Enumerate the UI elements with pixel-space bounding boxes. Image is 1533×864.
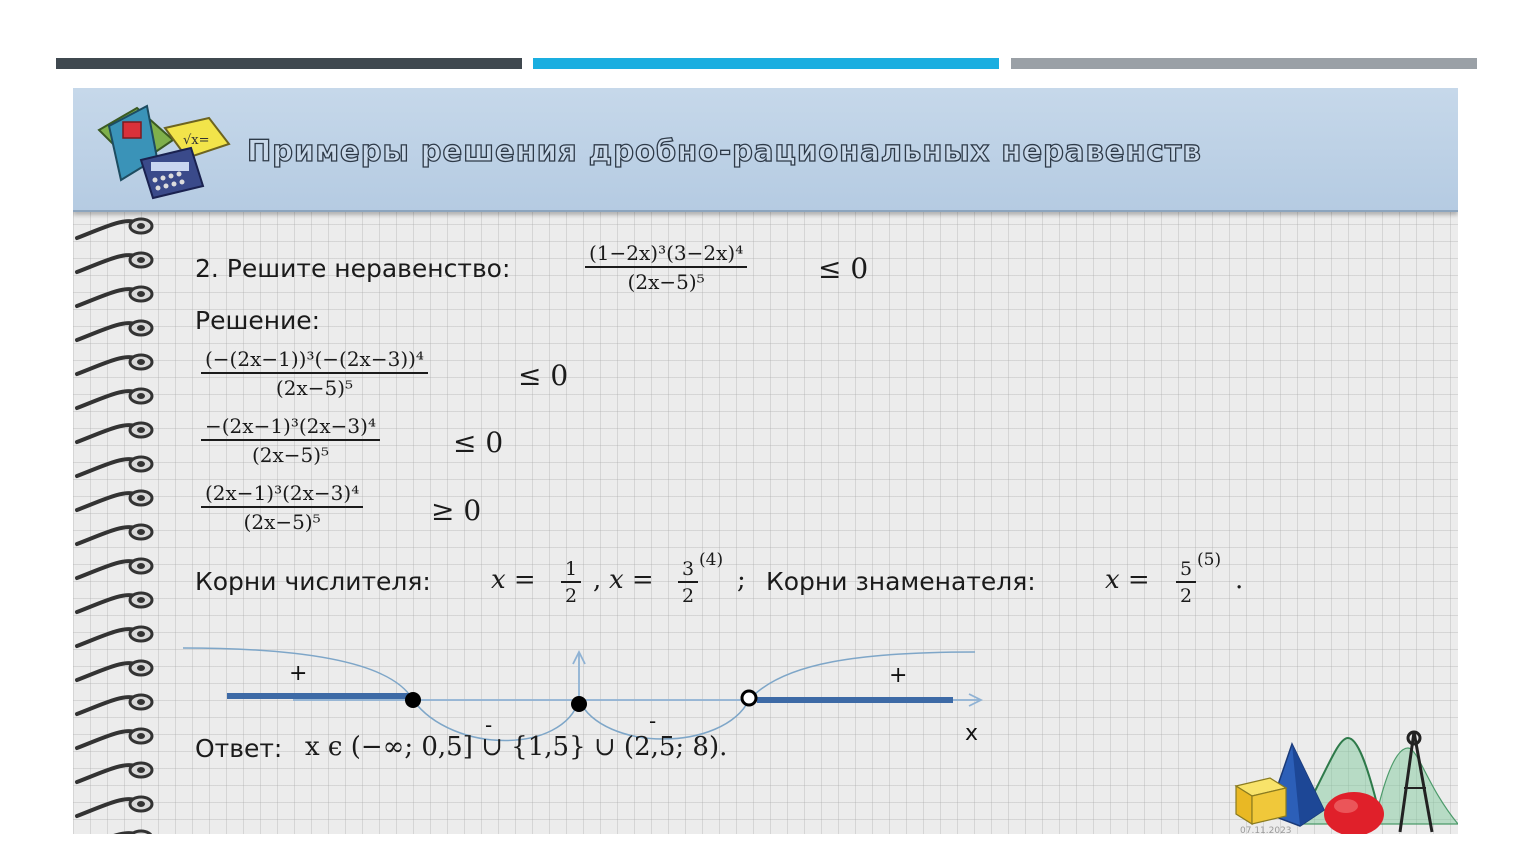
spiral-ring [77, 525, 152, 544]
step-1-denominator: (2x−5)⁵ [275, 376, 354, 400]
roots-separator: , [593, 565, 602, 595]
step-2-relation: ≤ 0 [453, 426, 504, 459]
roots-dot: . [1235, 565, 1244, 595]
roots-semicolon: ; [737, 565, 746, 595]
root-2-x: x = [609, 565, 654, 595]
step-3-denominator: (2x−5)⁵ [243, 510, 321, 534]
solution-label: Решение: [195, 306, 321, 335]
root-2-fraction [678, 558, 698, 607]
spiral-ring [77, 253, 152, 272]
step-3-numerator: (2x−1)³(2x−3)⁴ [201, 481, 363, 508]
step-3-fraction [201, 481, 363, 534]
spiral-ring [77, 831, 152, 834]
axis-label-x: x [965, 721, 979, 746]
point-closed-2 [571, 696, 587, 712]
top-bar-gray [1011, 58, 1477, 69]
sign-minus-2: - [649, 709, 657, 733]
spiral-ring [77, 389, 152, 408]
root-1-fraction [561, 558, 581, 607]
answer-value: x ϵ (−∞; 0,5] ∪ {1,5} ∪ (2,5; 8). [305, 732, 728, 762]
spiral-ring [77, 457, 152, 476]
root-3-numerator: 5 [1176, 558, 1196, 583]
slide [73, 88, 1458, 834]
spiral-ring [77, 627, 152, 646]
spiral-ring [77, 423, 152, 442]
root-2-numerator: 3 [678, 558, 698, 583]
sign-minus-1: - [485, 713, 493, 737]
top-bar-blue [533, 58, 999, 69]
spiral-ring [77, 797, 152, 816]
step-2-fraction [201, 414, 380, 467]
point-open [742, 691, 756, 705]
spiral-ring [77, 219, 152, 238]
slide-title: Примеры решения дробно-рациональных неравенств [247, 134, 1202, 168]
root-3-denominator: 2 [1180, 585, 1193, 607]
root-1-numerator: 1 [561, 558, 581, 583]
step-3-relation: ≥ 0 [431, 494, 482, 527]
step-2-numerator: −(2x−1)³(2x−3)⁴ [201, 414, 380, 441]
spiral-ring [77, 763, 152, 782]
sign-plus-left: + [289, 661, 308, 686]
root-3-fraction [1176, 558, 1196, 607]
step-1-relation: ≤ 0 [518, 359, 569, 392]
denominator-roots-label: Корни знаменателя: [766, 567, 1036, 596]
step-2-denominator: (2x−5)⁵ [251, 443, 330, 467]
step-1-numerator: (−(2x−1))³(−(2x−3))⁴ [201, 347, 428, 374]
root-2-multiplicity: (4) [699, 550, 724, 570]
svg-text:√x=: √x= [183, 133, 210, 148]
top-bar-dark [56, 58, 522, 69]
sign-plus-right: + [889, 663, 908, 688]
root-1-denominator: 2 [565, 585, 578, 607]
spiral-ring [77, 321, 152, 340]
task-numerator: (1−2x)³(3−2x)⁴ [585, 241, 747, 268]
root-3-multiplicity: (5) [1197, 550, 1222, 570]
spiral-ring [77, 355, 152, 374]
spiral-ring [77, 287, 152, 306]
numerator-roots-label: Корни числителя: [195, 567, 431, 596]
slide-header [73, 88, 1458, 212]
books-calculator-icon [91, 100, 241, 200]
geometric-solids-icon [1228, 728, 1458, 834]
root-1-x: x = [491, 565, 536, 595]
task-denominator: (2x−5)⁵ [627, 270, 705, 294]
answer-label: Ответ: [195, 734, 283, 763]
spiral-ring [77, 729, 152, 748]
root-2-denominator: 2 [682, 585, 695, 607]
spiral-ring [77, 559, 152, 578]
sign-arc-right [749, 652, 975, 700]
task-fraction [585, 241, 747, 294]
step-1-fraction [201, 347, 428, 400]
task-relation: ≤ 0 [818, 252, 869, 285]
spiral-ring [77, 695, 152, 714]
spiral-binding [73, 212, 163, 834]
point-closed-1 [405, 692, 421, 708]
spiral-ring [77, 491, 152, 510]
spiral-ring [77, 593, 152, 612]
root-3-x: x = [1105, 565, 1150, 595]
task-label: 2. Решите неравенство: [195, 254, 511, 283]
spiral-ring [77, 661, 152, 680]
slide-date: 07.11.2023 [1240, 826, 1292, 836]
